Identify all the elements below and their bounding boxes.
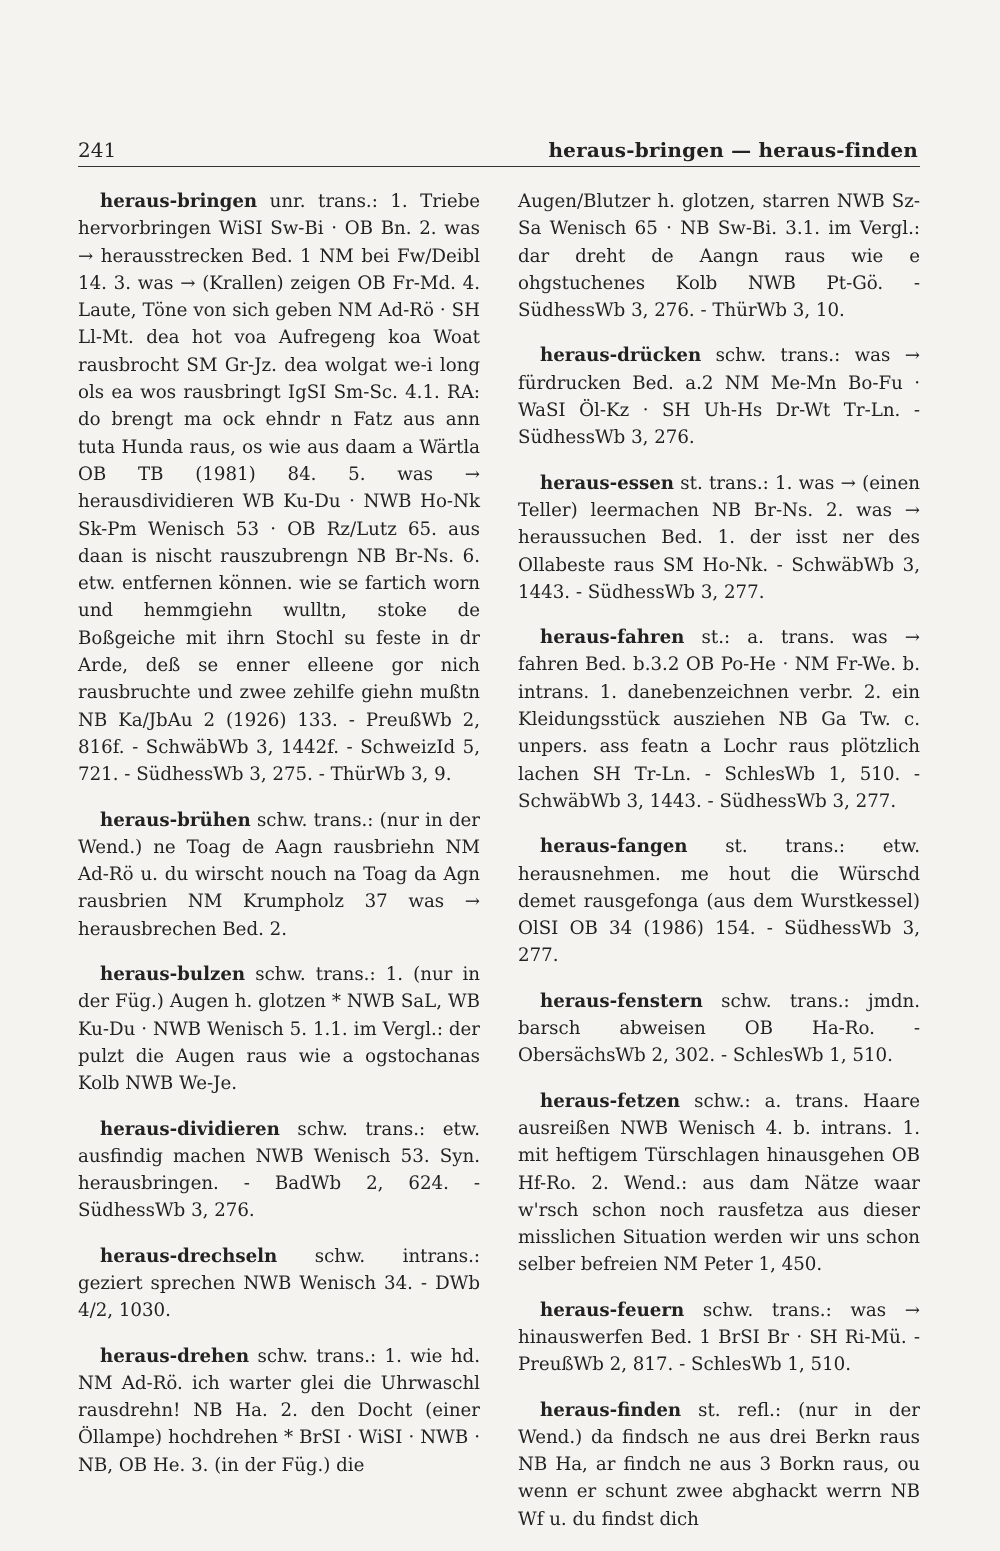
entry-body: schw. trans.: jmdn. barsch abweisen OB Ha-Ro. - ObersächsWb 2, 302. - SchlesWb 1, 510.: [518, 990, 920, 1067]
dictionary-entry: [78, 1116, 480, 1225]
dictionary-entry: [518, 342, 920, 451]
dictionary-entry: [518, 624, 920, 815]
entry-body: schw. trans.: etw. ausfindig machen NWB Wenisch 53. Syn. herausbringen. - BadWb 2, 624. - SüdhessWb 3, 276.: [78, 1118, 480, 1222]
entry-headword: heraus-bringen: [100, 191, 258, 212]
page-number: 241: [78, 138, 117, 162]
entry-headword: heraus-drechseln: [100, 1245, 278, 1267]
entry-body: st.: a. trans. was → fahren Bed. b.3.2 OB Po-He · NM Fr-We. b. intrans. 1. danebenzeichnen verbr. 2. ein Kleidungsstück ausziehen NB Ga Tw. c. unpers. ass featn a Lochr raus plötzlich lachen SH Tr-Ln. - SchlesWb 1, 510. - SchwäbWb 3, 1443. - SüdhessWb 3, 277.: [518, 627, 920, 812]
dictionary-entry: [78, 807, 480, 943]
dictionary-entry: [518, 1088, 920, 1279]
entry-body: st. refl.: (nur in der Wend.) da findsch ne aus drei Berkn raus NB Ha, ar findch ne aus 3 Borkn raus, ou wenn er schunt zwee abghackt werrn NB Wf u. du findst dich: [518, 1399, 920, 1530]
entry-headword: heraus-essen: [540, 472, 675, 494]
dictionary-entry: [78, 1243, 480, 1325]
entry-body: schw. intrans.: geziert sprechen NWB Wenisch 34. - DWb 4/2, 1030.: [78, 1245, 480, 1322]
entry-continuation: Augen/Blutzer h. glotzen, starren NWB Sz-Sa Wenisch 65 · NB Sw-Bi. 3.1. im Vergl.: dar dreht de Aangn raus wie e ohgstuchenes Kolb NWB Pt-Gö. - SüdhessWb 3, 276. - ThürWb 3, 10.: [518, 191, 920, 322]
entry-body: unr. trans.: 1. Triebe hervorbringen WiSI Sw-Bi · OB Bn. 2. was → herausstrecken Bed. 1 NM bei Fw/Deibl 14. 3. was → (Krallen) zeigen OB Fr-Md. 4. Laute, Töne von sich geben NM Ad-Rö · SH Ll-Mt. dea hot voa Aufregeng koa Woat rausbrocht SM Gr-Jz. dea wolgat we-i long ols ea wos rausbringt IgSI Sm-Sc. 4.1. RA: do brengt ma ock ehndr n Fatz aus ann tuta Hunda raus, os wie aus daam a Wärtla OB TB (1981) 84. 5. was → herausdividieren WB Ku-Du · NWB Ho-Nk Sk-Pm Wenisch 53 · OB Rz/Lutz 65. aus daan is nischt rauszubrengn NB Br-Ns. 6. etw. entfernen können. wie se fartich worn und hemmgiehn wulltn, stoke de Boßgeiche mit ihrn Stochl su feste in dr Arde, deß se enner elleene gor nich rausbruchte und zwee zehilfe giehn mußtn NB Ka/JbAu 2 (1926) 133. - PreußWb 2, 816f. - SchwäbWb 3, 1442f. - SchweizId 5, 721. - SüdhessWb 3, 275. - ThürWb 3, 9.: [78, 191, 480, 786]
dictionary-entry: [78, 1343, 480, 1479]
entry-headword: heraus-feuern: [540, 1299, 685, 1321]
entry-body: schw. trans.: was → hinauswerfen Bed. 1 BrSI Br · SH Ri-Mü. - PreußWb 2, 817. - SchlesWb 1, 510.: [518, 1299, 920, 1376]
entry-headword: heraus-bulzen: [100, 964, 246, 986]
entry-headword: heraus-brühen: [100, 809, 251, 831]
entry-body: schw.: a. trans. Haare ausreißen NWB Wenisch 4. b. intrans. 1. mit heftigem Türschlagen hinausgehen OB Hf-Ro. 2. Wend.: aus dam Nätze waar w'rsch schon noch rausfetza aus dieser misslichen Situation werden wir uns schon selber befreien NM Peter 1, 450.: [518, 1090, 920, 1276]
dictionary-entry: [518, 470, 920, 606]
page-header: [78, 132, 920, 167]
entry-headword: heraus-drehen: [100, 1345, 250, 1367]
entry-headword: heraus-fahren: [540, 627, 685, 649]
entry-headword: heraus-fetzen: [540, 1090, 681, 1112]
dictionary-entry: [78, 961, 480, 1097]
right-column: [518, 188, 920, 1551]
entry-headword: heraus-fenstern: [540, 990, 703, 1012]
entry-headword: heraus-finden: [540, 1399, 682, 1421]
entry-body: schw. trans.: (nur in der Wend.) ne Toag de Aagn rausbriehn NM Ad-Rö u. du wirscht nouch na Toag da Agn rausbrien NM Krumpholz 37 was → herausbrechen Bed. 2.: [78, 809, 480, 940]
entry-body: schw. trans.: 1. (nur in der Füg.) Augen h. glotzen * NWB SaL, WB Ku-Du · NWB Wenisch 5. 1.1. im Vergl.: der pulzt die Augen raus wie a ogstochanas Kolb NWB We-Je.: [78, 964, 480, 1095]
entry-headword: heraus-dividieren: [100, 1118, 280, 1140]
dictionary-entry: [518, 988, 920, 1070]
entry-body: schw. trans.: 1. wie hd. NM Ad-Rö. ich warter glei die Uhrwaschl rausdrehn! NB Ha. 2. den Docht (einer Öllampe) hochdrehen * BrSI · WiSI · NWB · NB, OB He. 3. (in der Füg.) die: [78, 1345, 480, 1476]
dictionary-entry: [78, 188, 480, 789]
entry-body: st. trans.: 1. was → (einen Teller) leermachen NB Br-Ns. 2. was → heraussuchen Bed. 1. der isst ner des Ollabeste raus SM Ho-Nk. - SchwäbWb 3, 1443. - SüdhessWb 3, 277.: [518, 472, 920, 603]
entry-headword: heraus-drücken: [540, 345, 702, 367]
running-head: heraus-bringen — heraus-finden: [548, 138, 918, 162]
dictionary-entry: [518, 833, 920, 969]
entry-headword: heraus-fangen: [540, 836, 688, 858]
entry-body: st. trans.: etw. herausnehmen. me hout die Würschd demet rausgefonga (aus dem Wurstkessel) OlSI OB 34 (1986) 154. - SüdhessWb 3, 277.: [518, 836, 920, 967]
dictionary-entry: [518, 1397, 920, 1533]
entry-body: schw. trans.: was → fürdrucken Bed. a.2 NM Me-Mn Bo-Fu · WaSI Öl-Kz · SH Uh-Hs Dr-Wt Tr-Ln. - SüdhessWb 3, 276.: [518, 345, 920, 449]
left-column: [78, 188, 480, 1497]
dictionary-entry: [518, 1297, 920, 1379]
